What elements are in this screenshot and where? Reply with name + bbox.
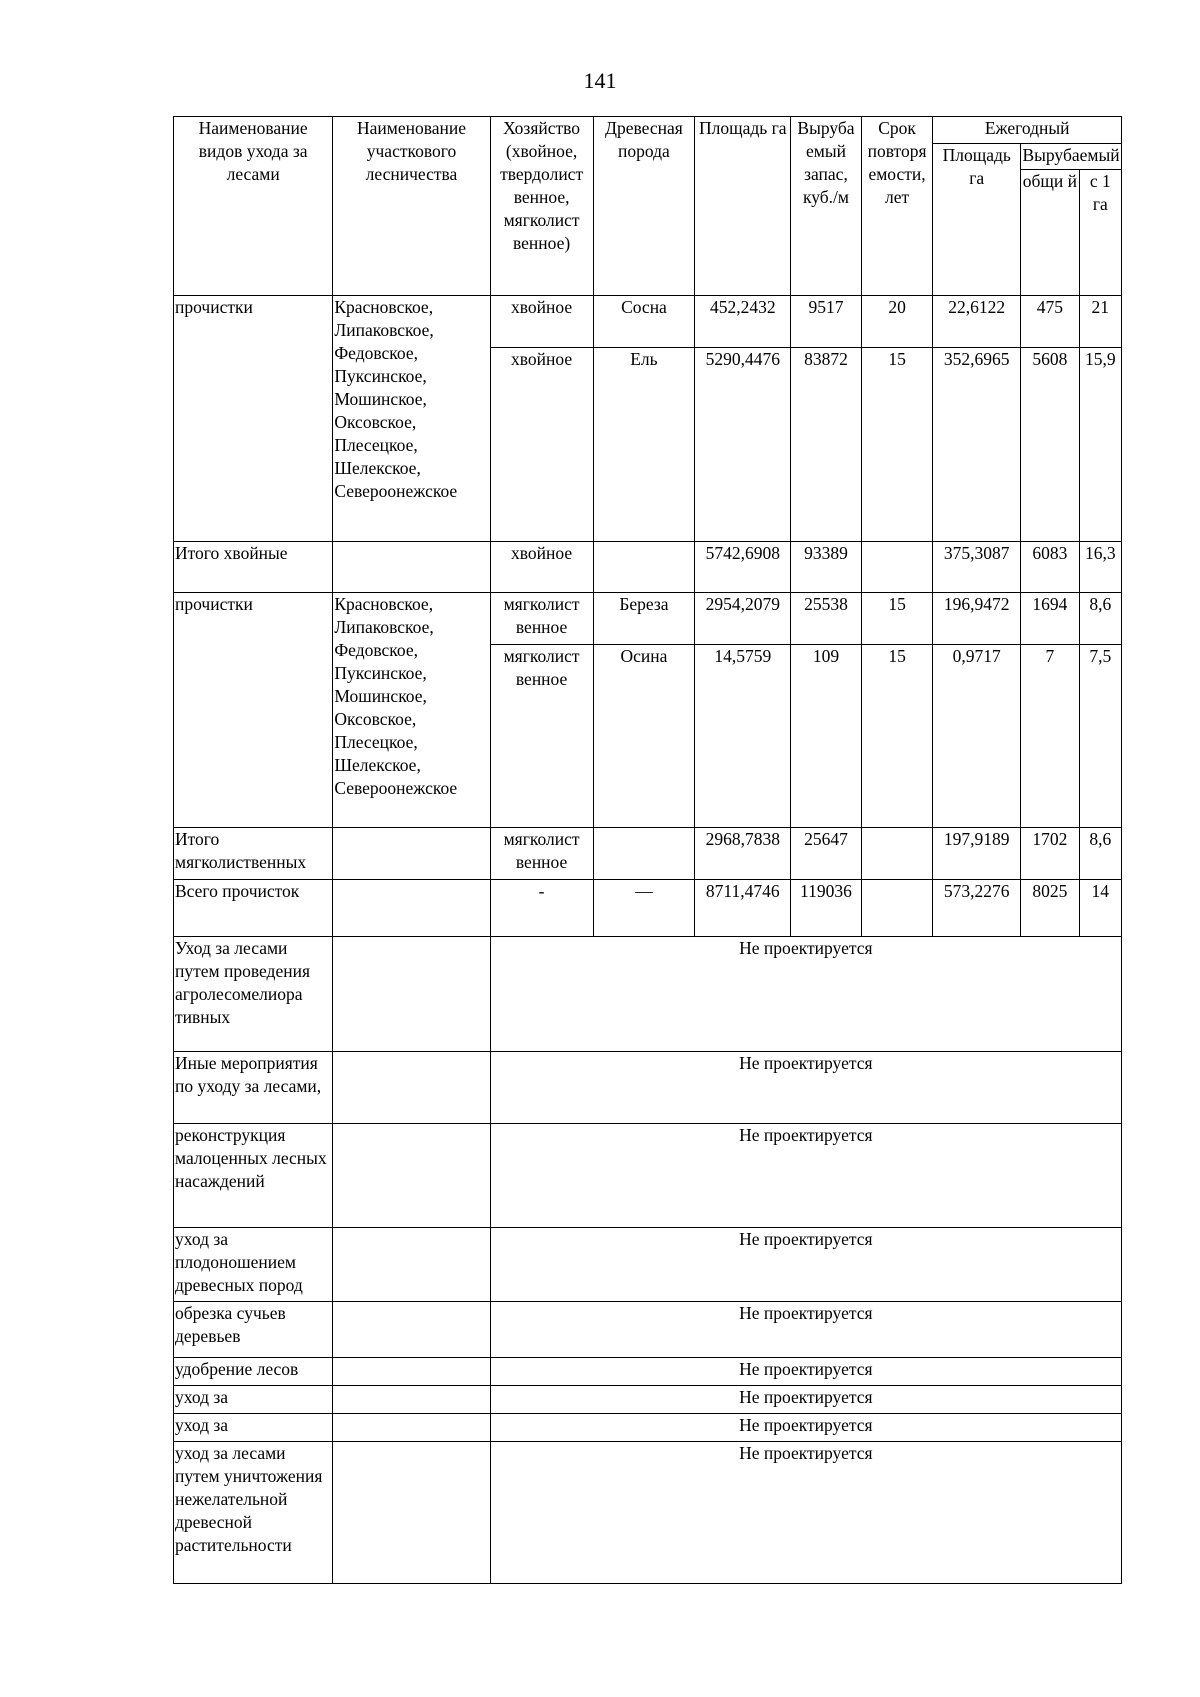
economy: мягколист венное: [490, 645, 593, 828]
area: 5742,6908: [695, 542, 791, 593]
not-projected-row: [174, 1302, 1122, 1358]
economy: -: [490, 880, 593, 937]
annual-total: 1694: [1021, 593, 1079, 645]
annual-total: 5608: [1021, 348, 1079, 542]
header-type: Наименование видов ухода за лесами: [174, 117, 333, 296]
care-type: Иные мероприятия по уходу за лесами,: [174, 1052, 333, 1124]
header-annual-area: Площадь га: [933, 144, 1021, 296]
forestry-empty: [333, 1386, 490, 1414]
forestry-empty: [333, 937, 490, 1052]
species: Береза: [593, 593, 695, 645]
term: 15: [861, 348, 933, 542]
annual-total: 8025: [1021, 880, 1079, 937]
species: Сосна: [593, 296, 695, 348]
harvest: 93389: [791, 542, 862, 593]
annual-per-ha: 7,5: [1079, 645, 1121, 828]
economy: хвойное: [490, 296, 593, 348]
area: 5290,4476: [695, 348, 791, 542]
annual-per-ha: 8,6: [1079, 828, 1121, 880]
forestry-list: Красновское, Липаковское, Федовское, Пуксинское, Мошинское, Оксовское, Плесецкое, Шелекское, Североонежское: [333, 296, 490, 542]
not-projected-row: [174, 1124, 1122, 1228]
not-projected-row: [174, 1228, 1122, 1302]
area: 2954,2079: [695, 593, 791, 645]
term-empty: [861, 542, 933, 593]
care-type: уход за лесами путем уничтожения нежелательной древесной растительности: [174, 1442, 333, 1584]
header-annual-harvest: Вырубаемый: [1021, 144, 1122, 170]
not-projected-row: [174, 1386, 1122, 1414]
annual-per-ha: 8,6: [1079, 593, 1121, 645]
area: 2968,7838: [695, 828, 791, 880]
annual-total: 1702: [1021, 828, 1079, 880]
forestry-empty: [333, 542, 490, 593]
annual-area: 573,2276: [933, 880, 1021, 937]
harvest: 83872: [791, 348, 862, 542]
forest-care-table: [173, 116, 1122, 1584]
annual-total: 7: [1021, 645, 1079, 828]
species-empty: [593, 828, 695, 880]
header-annual-total: общи й: [1021, 170, 1079, 296]
care-type: прочистки: [174, 296, 333, 542]
page-number: 141: [583, 68, 617, 93]
harvest: 25538: [791, 593, 862, 645]
harvest: 9517: [791, 296, 862, 348]
care-type: Итого хвойные: [174, 542, 333, 593]
not-projected-note: Не проектируется: [490, 937, 1121, 1052]
species: —: [593, 880, 695, 937]
forestry-empty: [333, 1414, 490, 1442]
table-row: [174, 296, 1122, 348]
term-empty: [861, 880, 933, 937]
header-harvest: Выруба емый запас, куб./м: [791, 117, 862, 296]
care-type: обрезка сучьев деревьев: [174, 1302, 333, 1358]
forestry-empty: [333, 1442, 490, 1584]
subtotal-row: [174, 542, 1122, 593]
forestry-empty: [333, 1228, 490, 1302]
header-area: Площадь га: [695, 117, 791, 296]
forestry-empty: [333, 1358, 490, 1386]
annual-area: 22,6122: [933, 296, 1021, 348]
not-projected-row: [174, 1052, 1122, 1124]
care-type: Всего прочисток: [174, 880, 333, 937]
harvest: 119036: [791, 880, 862, 937]
annual-per-ha: 15,9: [1079, 348, 1121, 542]
header-annual-per-ha: с 1 га: [1079, 170, 1121, 296]
not-projected-note: Не проектируется: [490, 1228, 1121, 1302]
term: 15: [861, 645, 933, 828]
term: 15: [861, 593, 933, 645]
care-type: уход за: [174, 1414, 333, 1442]
economy: мягколист венное: [490, 593, 593, 645]
economy: хвойное: [490, 348, 593, 542]
species: Ель: [593, 348, 695, 542]
annual-area: 375,3087: [933, 542, 1021, 593]
annual-area: 352,6965: [933, 348, 1021, 542]
harvest: 25647: [791, 828, 862, 880]
forestry-empty: [333, 1052, 490, 1124]
area: 14,5759: [695, 645, 791, 828]
not-projected-row: [174, 1358, 1122, 1386]
area: 452,2432: [695, 296, 791, 348]
annual-area: 196,9472: [933, 593, 1021, 645]
not-projected-row: [174, 1442, 1122, 1584]
term-empty: [861, 828, 933, 880]
species: Осина: [593, 645, 695, 828]
economy: хвойное: [490, 542, 593, 593]
header-species: Древесная порода: [593, 117, 695, 296]
term: 20: [861, 296, 933, 348]
not-projected-row: [174, 1414, 1122, 1442]
header-annual: Ежегодный: [933, 117, 1122, 144]
not-projected-note: Не проектируется: [490, 1442, 1121, 1584]
not-projected-note: Не проектируется: [490, 1386, 1121, 1414]
care-type: прочистки: [174, 593, 333, 828]
not-projected-note: Не проектируется: [490, 1302, 1121, 1358]
forestry-empty: [333, 1124, 490, 1228]
care-type: реконструкция малоценных лесных насаждений: [174, 1124, 333, 1228]
economy: мягколист венное: [490, 828, 593, 880]
subtotal-row: [174, 828, 1122, 880]
not-projected-row: [174, 937, 1122, 1052]
harvest: 109: [791, 645, 862, 828]
species-empty: [593, 542, 695, 593]
forestry-empty: [333, 880, 490, 937]
forestry-empty: [333, 1302, 490, 1358]
forestry-empty: [333, 828, 490, 880]
care-type: Уход за лесами путем проведения агролесомелиора тивных: [174, 937, 333, 1052]
header-forestry: Наименование участкового лесничества: [333, 117, 490, 296]
annual-area: 0,9717: [933, 645, 1021, 828]
not-projected-note: Не проектируется: [490, 1414, 1121, 1442]
annual-per-ha: 21: [1079, 296, 1121, 348]
header-term: Срок повторя емости, лет: [861, 117, 933, 296]
not-projected-note: Не проектируется: [490, 1124, 1121, 1228]
forestry-list: Красновское, Липаковское, Федовское, Пуксинское, Мошинское, Оксовское, Плесецкое, Шелекское, Североонежское: [333, 593, 490, 828]
area: 8711,4746: [695, 880, 791, 937]
annual-total: 475: [1021, 296, 1079, 348]
care-type: Итого мягколиственных: [174, 828, 333, 880]
annual-area: 197,9189: [933, 828, 1021, 880]
table-row: [174, 593, 1122, 645]
not-projected-note: Не проектируется: [490, 1052, 1121, 1124]
annual-total: 6083: [1021, 542, 1079, 593]
care-type: уход за: [174, 1386, 333, 1414]
not-projected-note: Не проектируется: [490, 1358, 1121, 1386]
header-economy: Хозяйство (хвойное, твердолист венное, мягколист венное): [490, 117, 593, 296]
annual-per-ha: 14: [1079, 880, 1121, 937]
annual-per-ha: 16,3: [1079, 542, 1121, 593]
care-type: удобрение лесов: [174, 1358, 333, 1386]
total-row: [174, 880, 1122, 937]
care-type: уход за плодоношением древесных пород: [174, 1228, 333, 1302]
